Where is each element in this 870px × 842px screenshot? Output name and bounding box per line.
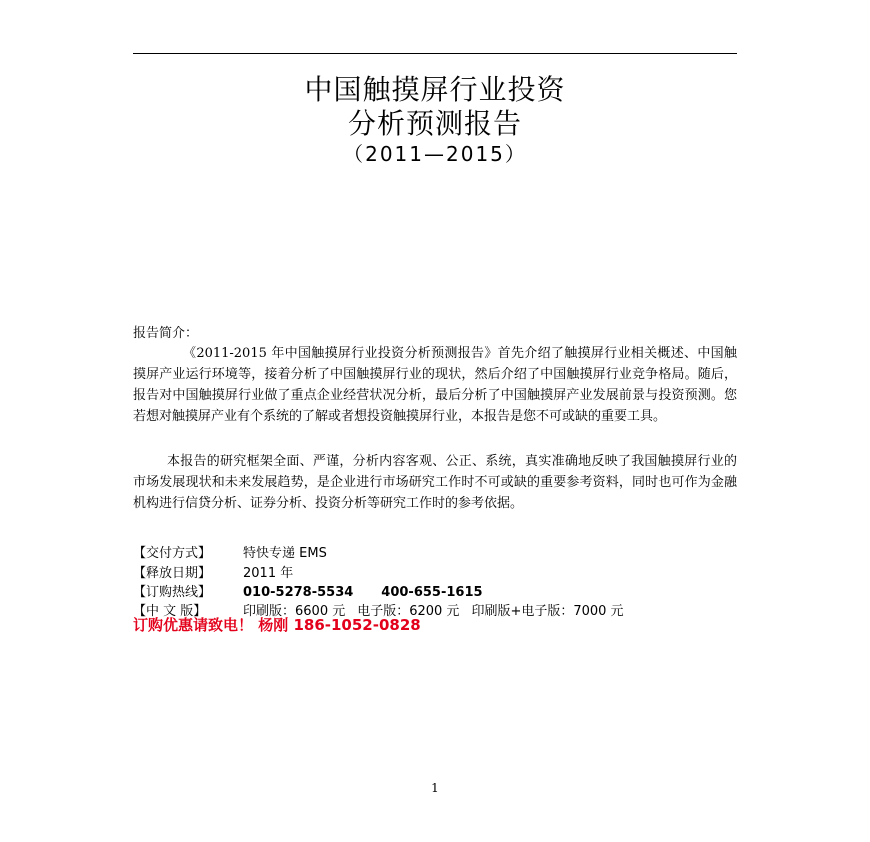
edition-label: 【中 文 版】: [133, 604, 207, 619]
delivery-row: [133, 542, 327, 561]
report-title-years: （2011—2015）: [343, 142, 527, 166]
edition-combo-price: 印刷版+电子版：7000 元: [471, 604, 624, 619]
edition-print-price: 印刷版：6600 元: [243, 604, 346, 619]
hotline-label: 【订购热线】: [133, 585, 212, 600]
promo-contact: 订购优惠请致电！ 杨刚 186-1052-0828: [133, 616, 421, 634]
header-rule: [133, 53, 737, 54]
edition-electronic-price: 电子版：6200 元: [357, 604, 460, 619]
report-title-line1: 中国触摸屏行业投资: [304, 73, 566, 106]
report-title-line2: 分析预测报告: [347, 107, 522, 140]
release-label: 【释放日期】: [133, 566, 212, 581]
hotline-number-2: 400-655-1615: [381, 585, 483, 600]
intro-paragraph-2: 本报告的研究框架全面、严谨，分析内容客观、公正、系统，真实准确地反映了我国触摸屏行业的市场发展现状和未来发展趋势，是企业进行市场研究工作时不可或缺的重要参考资料，同时也可作为金融机构进行信贷分析、证券分析、投资分析等研究工作时的参考依据。: [133, 454, 737, 511]
delivery-value: 特快专递 EMS: [243, 546, 327, 561]
page-number: 1: [431, 781, 439, 795]
hotline-row: [133, 581, 483, 600]
release-value: 2011 年: [243, 566, 294, 581]
intro-label: 报告简介：: [133, 326, 199, 341]
delivery-label: 【交付方式】: [133, 546, 212, 561]
hotline-number-1: 010-5278-5534: [243, 585, 354, 600]
intro-paragraph-1: 《2011-2015 年中国触摸屏行业投资分析预测报告》首先介绍了触摸屏行业相关概述、中国触摸屏产业运行环境等，接着分析了中国触摸屏行业的现状，然后介绍了中国触摸屏行业竞争格局。随后，报告对中国触摸屏行业做了重点企业经营状况分析，最后分析了中国触摸屏产业发展前景与投资预测。您若想对触摸屏产业有个系统的了解或者想投资触摸屏行业，本报告是您不可或缺的重要工具。: [133, 346, 737, 424]
release-row: [133, 562, 293, 581]
